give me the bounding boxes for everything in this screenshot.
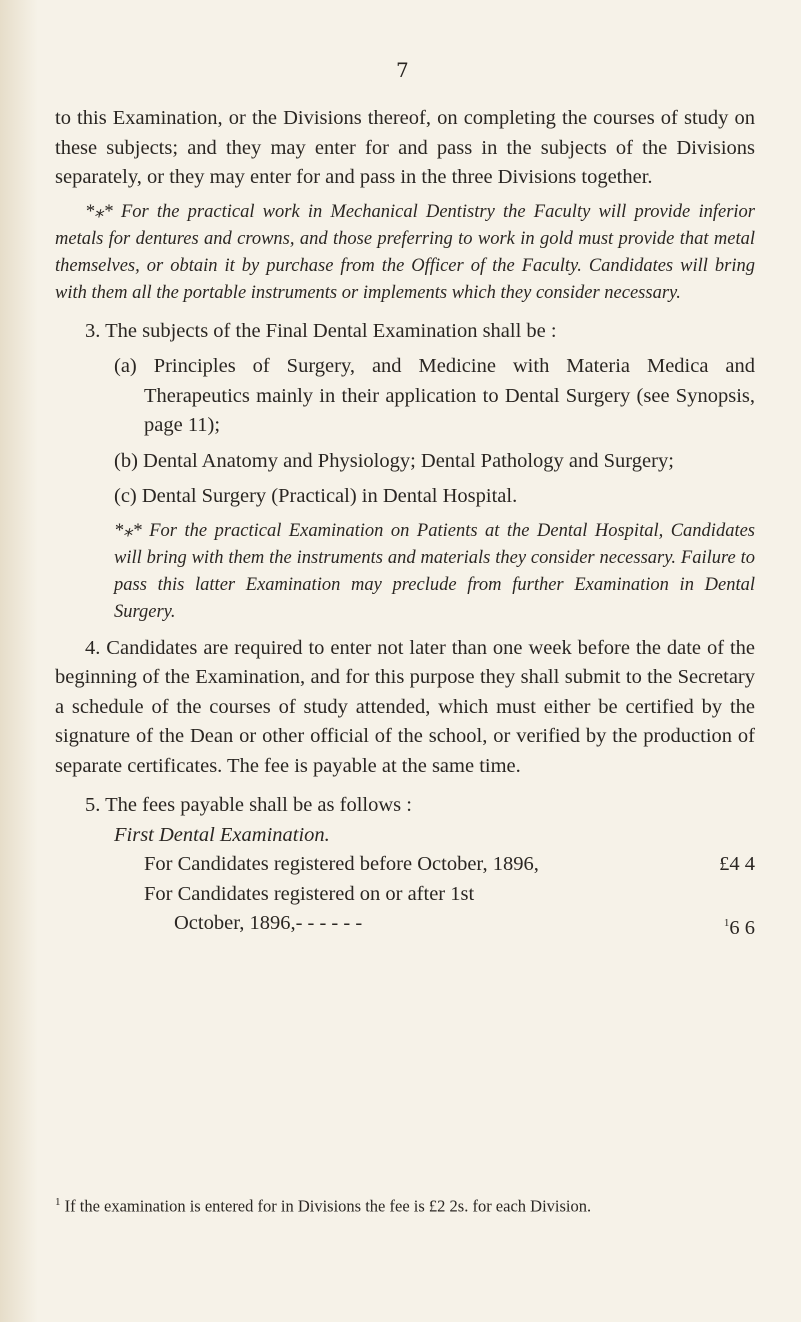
section-3-intro: 3. The subjects of the Final Dental Examination shall be : [85,319,557,342]
fee-amount: 6 6 [729,916,755,939]
note-mechanical-dentistry: *⁎* For the practical work in Mechanical Dentistry the Faculty will provide inferior metals for dentures and crowns, and those preferring to work in gold must provide that metal themselves, or obtain it by purchase from the Officer of the Faculty. Candidates will bring with them all the portable instruments or implements which they consider necessary. [55,201,755,303]
fee-heading: First Dental Examination. [114,823,330,846]
list-item: (b) Dental Anatomy and Physiology; Dental Pathology and Surgery; [114,449,674,472]
fee-row-before-october [144,850,755,880]
paragraph-continuation: to this Examination, or the Divisions thereof, on completing the courses of study on these subjects; and they may enter for and pass in the subjects of the Divisions separately, or they may enter for and pass in the three Divisions together. [55,107,755,188]
section-4: 4. Candidates are required to enter not later than one week before the date of the beginning of the Examination, and for this purpose they shall submit to the Secretary a schedule of the courses of study attended, which must either be certified by the signature of the Dean or other official of the school, or verified by the production of separate certificates. The fee is payable at the same time. [55,636,755,777]
footnote-mark: 1 [55,1196,61,1208]
footnote [55,1190,755,1219]
page-number: 7 [396,58,409,82]
page-body [55,104,755,943]
fee-amount: £4 4 [719,853,755,875]
fee-label: For Candidates registered before October, 1896, [144,853,539,875]
footnote-ref: 1 [723,917,730,929]
fee-label: October, 1896,- - - - - - [174,912,363,934]
list-item: (c) Dental Surgery (Practical) in Dental Hospital. [114,485,518,507]
fee-row-after-october [174,909,755,943]
footnote-text: If the examination is entered for in Divisions the fee is £2 2s. for each Division. [64,1196,592,1216]
section-5-intro: 5. The fees payable shall be as follows : [85,794,412,816]
page-edge-shadow [0,0,38,1322]
fee-amount-group [724,909,755,943]
section-3-list [114,352,755,512]
list-item: (a) Principles of Surgery, and Medicine with Materia Medica and Therapeutics mainly in their application to Dental Surgery (see Synopsis, page 11); [114,355,755,436]
note-practical-examination: *⁎* For the practical Examination on Patients at the Dental Hospital, Candidates will bring with them the instruments and materials they consider necessary. Failure to pass this latter Examination may preclude from further Examination in Dental Surgery. [114,520,755,622]
fee-label-after: For Candidates registered on or after 1st [144,882,475,905]
